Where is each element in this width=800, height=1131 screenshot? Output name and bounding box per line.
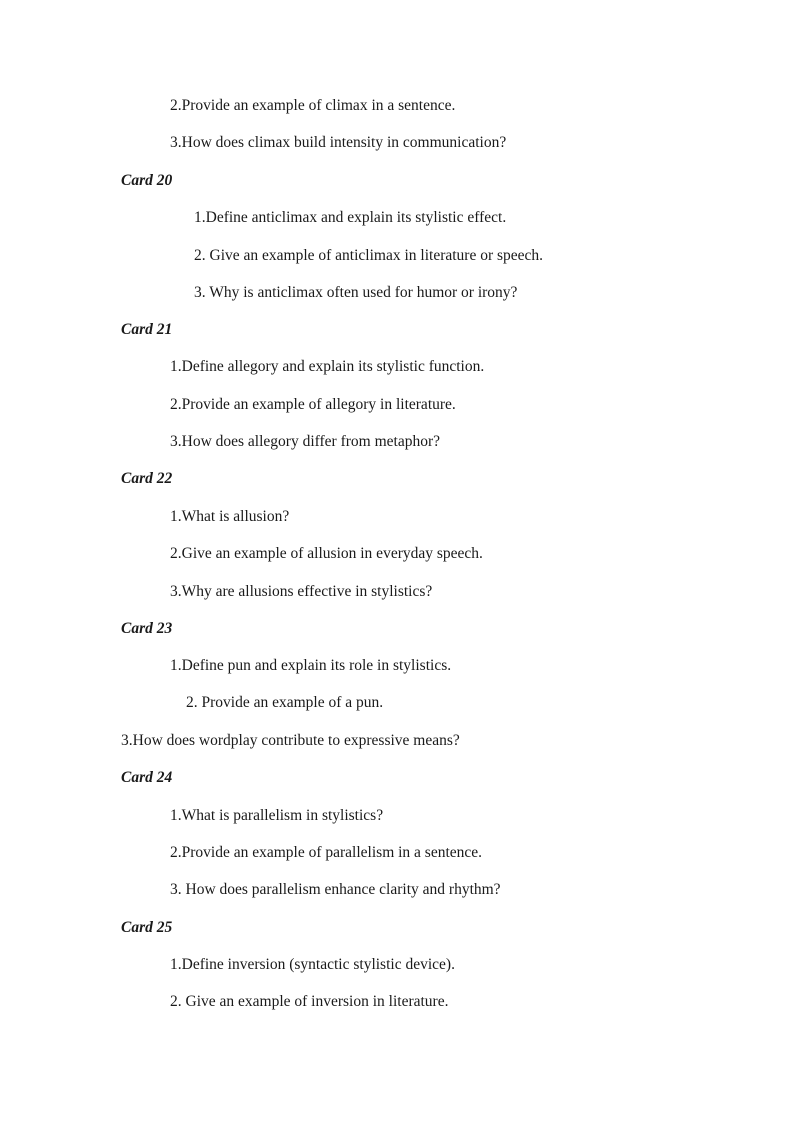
card-20-question-2: 2. Give an example of anticlimax in literature or speech.	[194, 247, 544, 264]
card-25-question-2: 2. Give an example of inversion in literature.	[170, 993, 449, 1010]
card-23-question-2: 2. Provide an example of a pun.	[186, 694, 384, 711]
card-21-question-1: 1.Define allegory and explain its stylistic function.	[170, 358, 485, 375]
question-climax-2: 2.Provide an example of climax in a sentence.	[170, 97, 456, 114]
card-23-question-3: 3.How does wordplay contribute to expressive means?	[121, 732, 460, 749]
card-22-question-3: 3.Why are allusions effective in stylistics?	[170, 583, 433, 600]
card-22-question-2: 2.Give an example of allusion in everyday speech.	[170, 545, 483, 562]
question-climax-3: 3.How does climax build intensity in communication?	[170, 134, 507, 151]
card-24-question-1: 1.What is parallelism in stylistics?	[170, 807, 384, 824]
card-21-heading: Card 21	[121, 321, 173, 338]
card-22-question-1: 1.What is allusion?	[170, 508, 290, 525]
card-24-question-2: 2.Provide an example of parallelism in a sentence.	[170, 844, 483, 861]
card-24-heading: Card 24	[121, 769, 173, 786]
card-20-question-3: 3. Why is anticlimax often used for humor or irony?	[194, 284, 518, 301]
card-25-heading: Card 25	[121, 919, 173, 936]
card-25-question-1: 1.Define inversion (syntactic stylistic device).	[170, 956, 455, 973]
card-24-question-3: 3. How does parallelism enhance clarity and rhythm?	[170, 881, 501, 898]
card-23-question-1: 1.Define pun and explain its role in stylistics.	[170, 657, 452, 674]
card-23-heading: Card 23	[121, 620, 173, 637]
card-22-heading: Card 22	[121, 470, 173, 487]
card-20-question-1: 1.Define anticlimax and explain its stylistic effect.	[194, 209, 507, 226]
card-20-heading: Card 20	[121, 172, 173, 189]
card-21-question-2: 2.Provide an example of allegory in literature.	[170, 396, 456, 413]
card-21-question-3: 3.How does allegory differ from metaphor?	[170, 433, 441, 450]
